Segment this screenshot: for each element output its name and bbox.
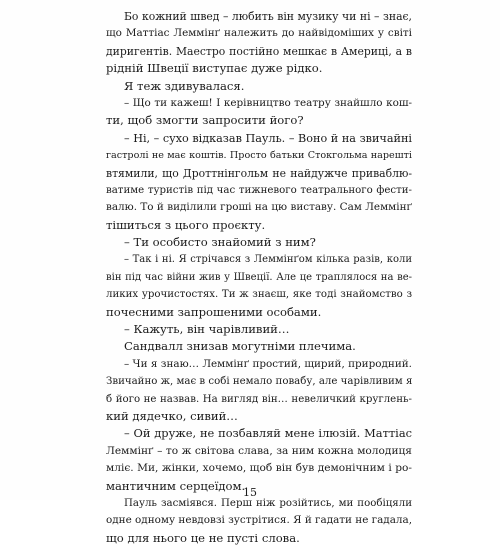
- text-line: Бо кожний швед – любить він музику чи ні – знає,: [124, 10, 412, 23]
- text-line: диригентів. Маестро постійно мешкає в Америці, а в: [106, 44, 412, 58]
- text-line: втямили, що Дроттнінгольм не найдужче приваблю-: [106, 166, 412, 180]
- text-line: почесними запрошеними особами.: [106, 304, 322, 319]
- text-line: – Ой друже, не позбавляй мене ілюзій. Маттіас: [124, 426, 412, 441]
- text-line: – Чи я знаю… Леммінґ простий, щирий, природний.: [124, 357, 412, 370]
- text-line: Сандвалл знизав могутніми плечима.: [124, 339, 356, 354]
- text-line: одне одному невдовзі зустрітися. Я й гадати не гадала,: [106, 514, 412, 527]
- text-line: Леммінґ – то ж світова слава, за ним кожна молодиця: [106, 444, 412, 457]
- text-line: мліє. Ми, жінки, хочемо, щоб він був демонічним і ро-: [106, 462, 412, 475]
- text-line: кий дядечко, сивий…: [106, 408, 238, 423]
- text-line: – Ти особисто знайомий з ним?: [124, 235, 316, 250]
- text-line: мантичним серцеїдом.: [106, 478, 246, 493]
- text-line: ти, щоб змогти запросити його?: [106, 113, 304, 128]
- text-line: він під час війни жив у Швеції. Але це траплялося на ве-: [106, 271, 412, 283]
- text-line: що Маттіас Леммінґ належить до найвідоміших у світі: [106, 27, 412, 40]
- text-line: гастролі не має коштів. Просто батьки Стокгольма нарешті: [106, 150, 412, 162]
- text-line: валю. То й виділили гроші на цю виставу. Сам Леммінґ: [106, 201, 412, 214]
- text-line: Я теж здивувалася.: [124, 78, 245, 93]
- text-line: б його не назвав. На вигляд він… невеличкий круглень-: [106, 393, 412, 405]
- text-line: – Кажуть, він чарівливий…: [124, 322, 290, 337]
- text-line: ватиме туристів під час тижневого театрального фести-: [106, 184, 412, 196]
- text-line: Звичайно ж, має в собі немало повабу, але чарівливим я: [106, 376, 413, 388]
- text-line: ликих урочистостях. Ти ж знаєш, яке тоді знайомство з: [106, 289, 412, 301]
- page-number: 15: [243, 486, 257, 499]
- body-text: [106, 8, 412, 547]
- text-line: що для нього це не пусті слова.: [106, 530, 300, 545]
- text-line: – Так і ні. Я стрічався з Леммінґом кілька разів, коли: [124, 254, 412, 266]
- text-line: Пауль засміявся. Перш ніж розійтись, ми пообіцяли: [124, 497, 412, 509]
- text-line: – Що ти кажеш! І керівництво театру знайшло кош-: [124, 96, 412, 109]
- text-line: – Ні, – сухо відказав Пауль. – Воно й на звичайні: [124, 131, 412, 145]
- text-line: рідній Швеції виступає дуже рідко.: [106, 61, 323, 76]
- text-line: тішиться з цього проєкту.: [106, 217, 266, 232]
